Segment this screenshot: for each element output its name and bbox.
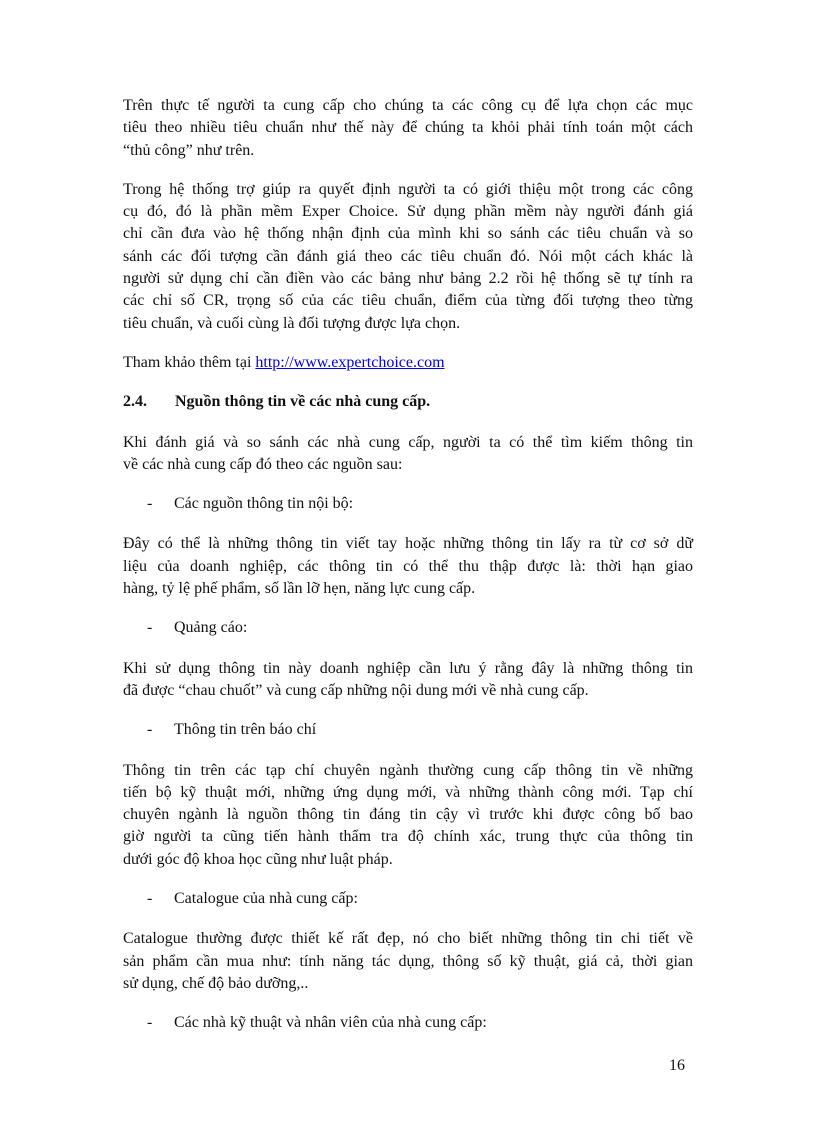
paragraph-line: “thủ công” như trên. xyxy=(123,141,255,159)
paragraph-1 xyxy=(123,95,693,162)
paragraph-reference xyxy=(123,352,693,374)
bullet-item-catalogue xyxy=(123,888,693,910)
bullet-label: Quảng cáo: xyxy=(174,619,248,637)
paragraph-line: Khi đánh giá và so sánh các nhà cung cấp, người ta có thể tìm kiếm thông tin xyxy=(123,433,693,451)
paragraph-line: người sử dụng chỉ cần điền vào các bảng như bảng 2.2 rồi hệ thống sẽ tự tính ra xyxy=(123,270,693,288)
bullet-item-press xyxy=(123,719,693,741)
paragraph-line: Trên thực tế người ta cung cấp cho chúng ta các công cụ để lựa chọn các mục xyxy=(123,97,693,114)
bullet-label: Các nguồn thông tin nội bộ: xyxy=(174,495,354,513)
paragraph-line: Trong hệ thống trợ giúp ra quyết định người ta có giới thiệu một trong các công xyxy=(123,180,693,198)
reference-prefix: Tham khảo thêm tại xyxy=(123,353,256,371)
paragraph-5 xyxy=(123,533,693,600)
paragraph-4 xyxy=(123,432,693,477)
paragraph-line: tiến bộ kỹ thuật mới, những ứng dụng mới, và những thành công mới. Tạp chí xyxy=(123,783,693,801)
paragraph-line: sử dụng, chế độ bảo dưỡng,.. xyxy=(123,974,309,992)
bullet-item-engineers-staff xyxy=(123,1012,693,1034)
paragraph-line: chuyên ngành là nguồn thông tin đáng tin cậy vì trước khi được công bố bao xyxy=(123,806,693,824)
bullet-label: Catalogue của nhà cung cấp: xyxy=(174,890,358,908)
section-heading xyxy=(123,391,693,413)
paragraph-line: tiêu chuẩn, và cuối cùng là đối tượng được lựa chọn. xyxy=(123,314,461,332)
paragraph-line: tiêu theo nhiều tiêu chuẩn như thế này để chúng ta khỏi phải tính toán một cách xyxy=(123,119,693,137)
paragraph-7 xyxy=(123,760,693,871)
paragraph-line: liệu của doanh nghiệp, các thông tin có thể thu thập được là: thời hạn giao xyxy=(123,557,693,575)
bullet-label: Các nhà kỹ thuật và nhân viên của nhà cung cấp: xyxy=(174,1014,487,1032)
paragraph-8 xyxy=(123,928,693,995)
bullet-dash: - xyxy=(147,619,153,637)
paragraph-line: đã được “chau chuốt” và cung cấp những nội dung mới về nhà cung cấp. xyxy=(123,681,589,699)
paragraph-line: Thông tin trên các tạp chí chuyên ngành thường cung cấp thông tin về những xyxy=(123,761,693,779)
paragraph-line: Đây có thể là những thông tin viết tay hoặc những thông tin lấy ra từ cơ sở dữ xyxy=(123,535,693,553)
bullet-dash: - xyxy=(147,721,153,739)
bullet-dash: - xyxy=(147,1014,153,1032)
document-page xyxy=(123,95,693,1053)
paragraph-line: các chỉ số CR, trọng số của các tiêu chuẩn, điểm của từng đối tượng theo từng xyxy=(123,292,693,310)
section-title: Nguồn thông tin về các nhà cung cấp. xyxy=(175,393,431,411)
bullet-dash: - xyxy=(147,495,153,513)
paragraph-line: cụ đó, đó là phần mềm Exper Choice. Sử dụng phần mềm này người đánh giá xyxy=(123,203,693,221)
paragraph-line: hàng, tỷ lệ phế phẩm, số lần lỡ hẹn, năng lực cung cấp. xyxy=(123,580,476,598)
page-number: 16 xyxy=(669,1057,685,1074)
paragraph-line: sánh các đối tượng cần đánh giá theo các tiêu chuẩn đó. Nói một cách khác là xyxy=(123,247,693,265)
paragraph-line: về các nhà cung cấp đó theo các nguồn sau: xyxy=(123,455,403,473)
bullet-label: Thông tin trên báo chí xyxy=(174,721,317,739)
paragraph-line: Catalogue thường được thiết kế rất đẹp, nó cho biết những thông tin chi tiết về xyxy=(123,930,693,948)
bullet-dash: - xyxy=(147,890,153,908)
paragraph-line: giờ người ta cũng tiến hành thẩm tra độ chính xác, trung thực của thông tin xyxy=(123,828,693,846)
bullet-item-internal-sources xyxy=(123,493,693,515)
paragraph-6 xyxy=(123,658,693,703)
paragraph-2 xyxy=(123,179,693,335)
bullet-item-advertising xyxy=(123,617,693,639)
paragraph-line: dưới góc độ khoa học cũng như luật pháp. xyxy=(123,850,393,868)
expertchoice-link[interactable]: http://www.expertchoice.com xyxy=(255,353,445,371)
paragraph-line: chỉ cần đưa vào hệ thống nhận định của mình khi so sánh các tiêu chuẩn và so xyxy=(123,225,693,243)
paragraph-line: Khi sử dụng thông tin này doanh nghiệp cần lưu ý rằng đây là những thông tin xyxy=(123,659,693,677)
paragraph-line: sản phẩm cần mua như: tính năng tác dụng, thông số kỹ thuật, giá cả, thời gian xyxy=(123,952,693,970)
section-number: 2.4. xyxy=(123,393,147,411)
